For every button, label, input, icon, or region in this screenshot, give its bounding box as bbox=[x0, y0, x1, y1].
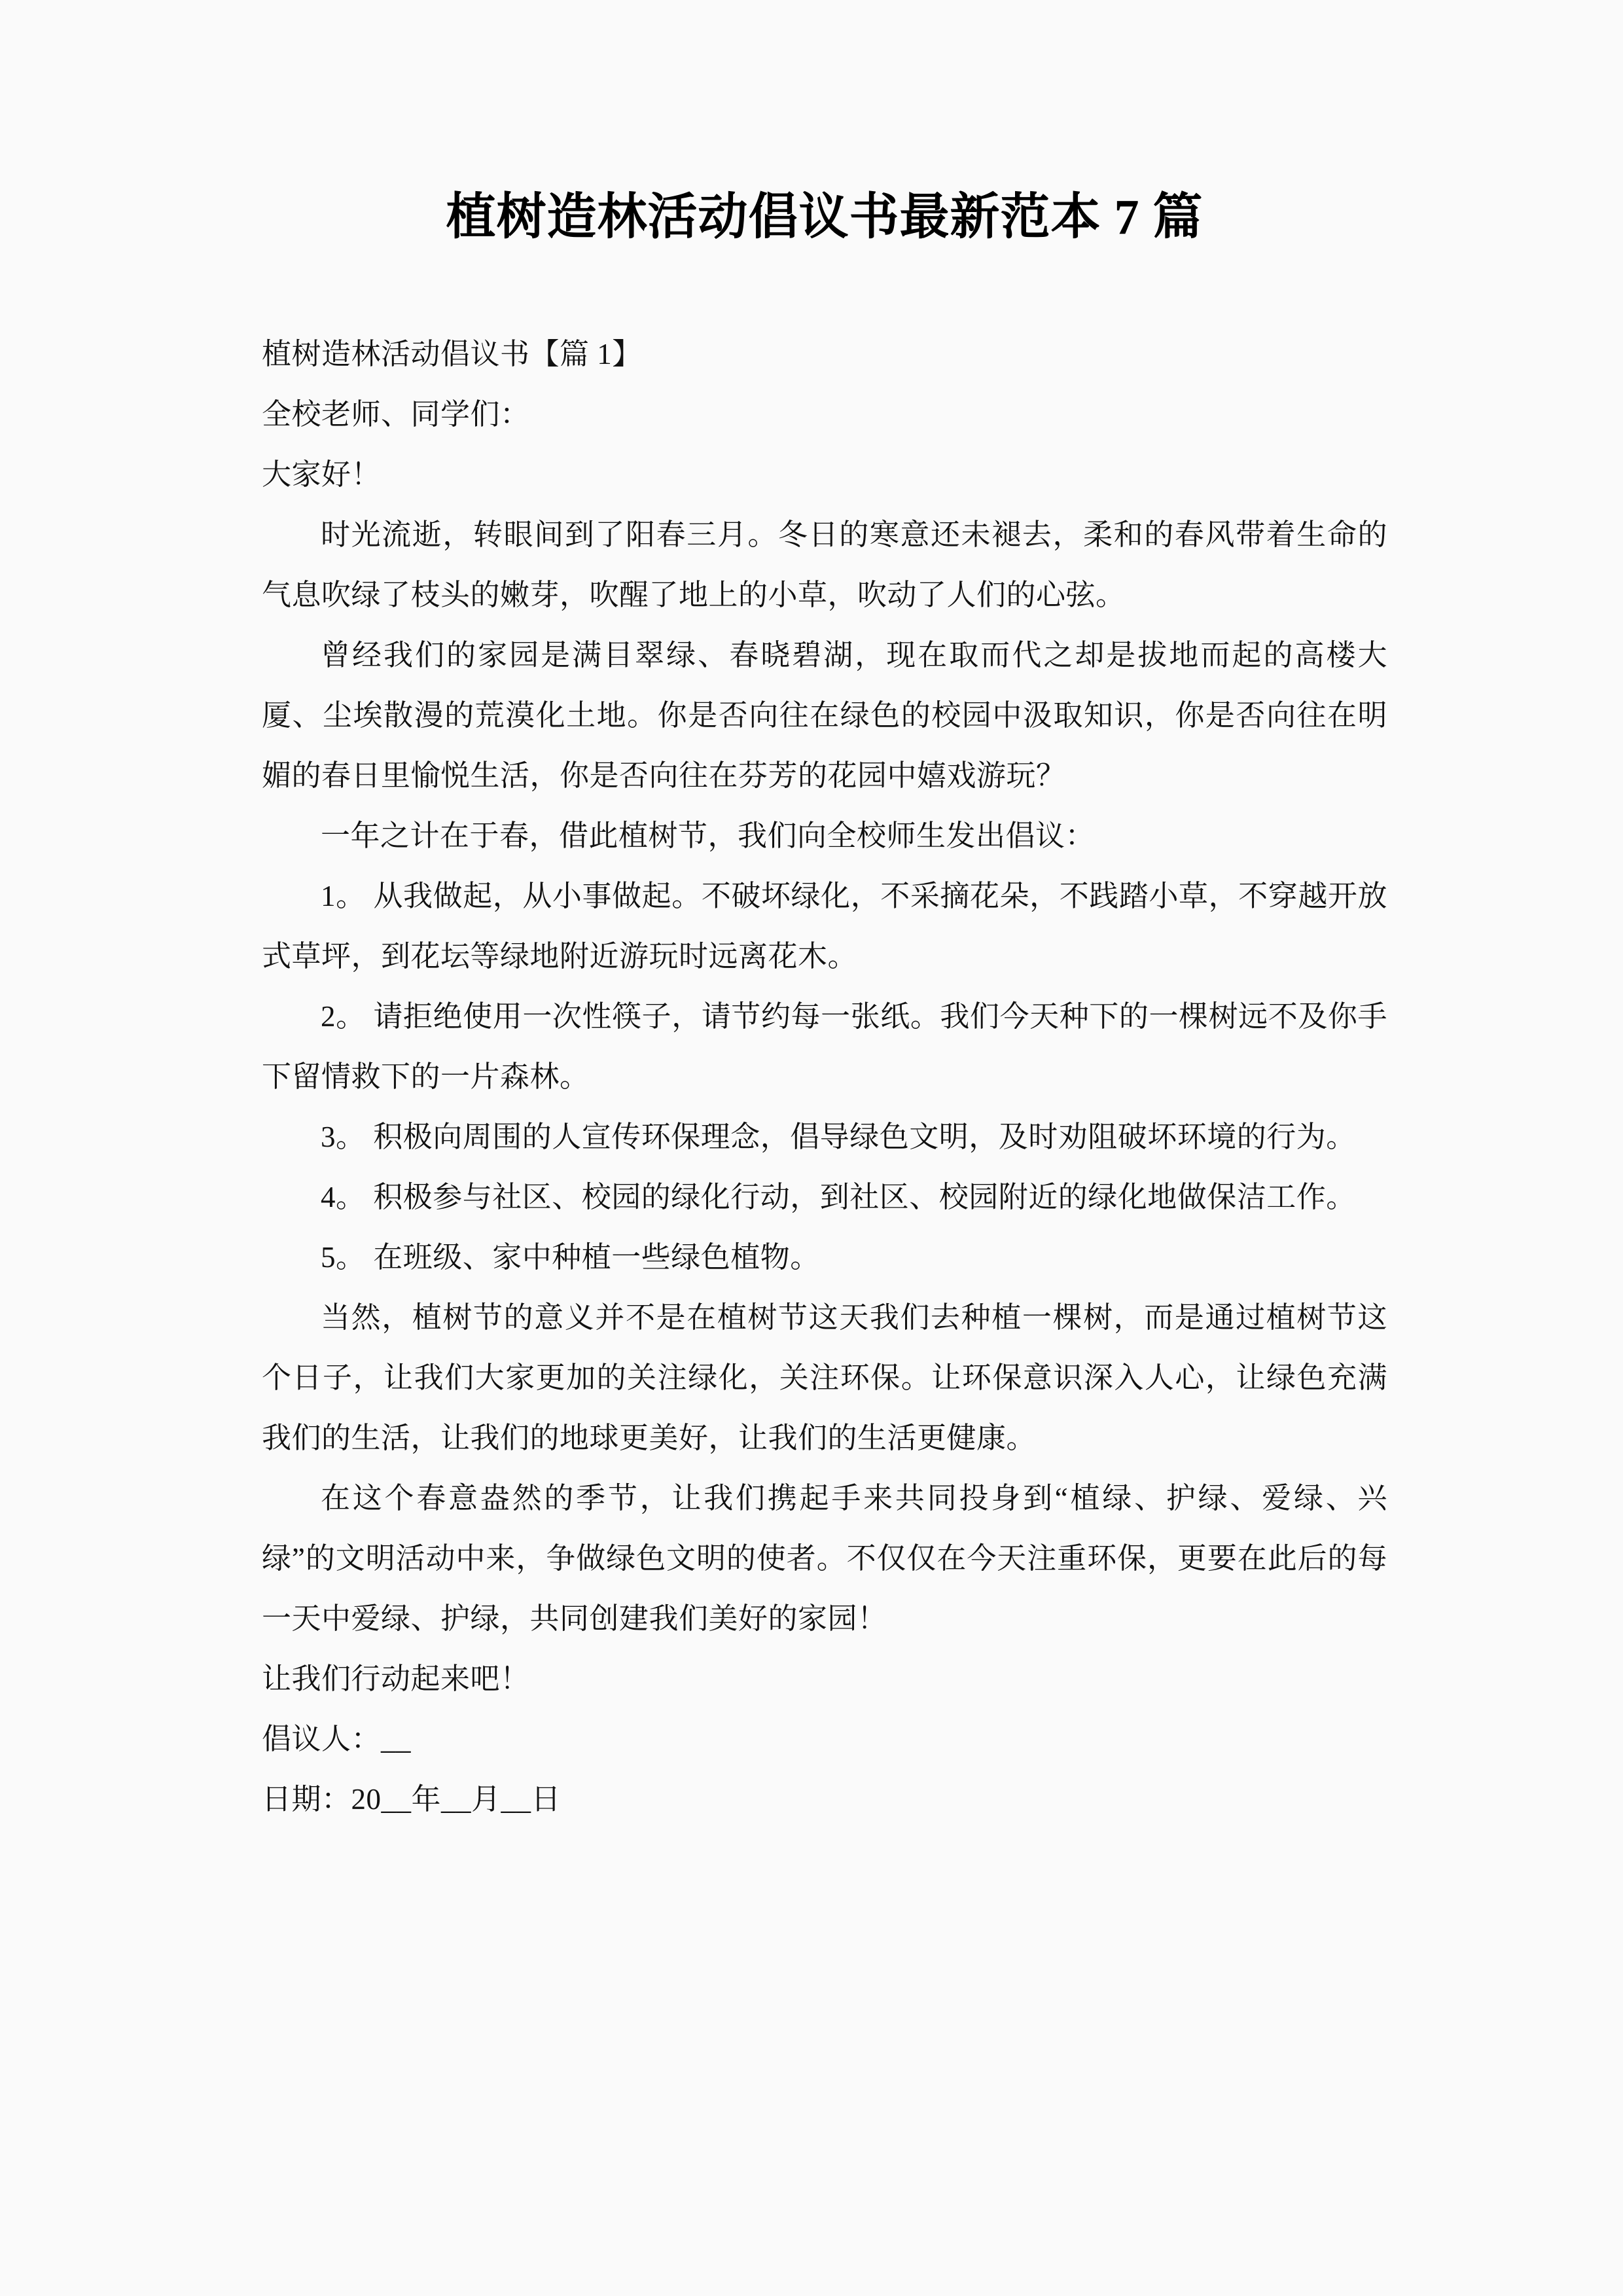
page-title: 植树造林活动倡议书最新范本 7 篇 bbox=[446, 190, 1204, 245]
proposal-item: 3。 积极向周围的人宣传环保理念，倡导绿色文明，及时劝阻破坏环境的行为。 bbox=[321, 1121, 1356, 1153]
proposal-item: 5。 在班级、家中种植一些绿色植物。 bbox=[321, 1241, 820, 1274]
proposal-item: 2。 请拒绝使用一次性筷子，请节约每一张纸。我们今天种下的一棵树远不及你手下留情救下的一片森林。 bbox=[262, 1000, 1387, 1093]
signature-date: 日期：20__年__月__日 bbox=[262, 1783, 562, 1816]
proposal-item: 1。 从我做起，从小事做起。不破坏绿化，不采摘花朵，不践踏小草，不穿越开放式草坪，到花坛等绿地附近游玩时远离花木。 bbox=[262, 880, 1387, 973]
paragraph: 当然，植树节的意义并不是在植树节这天我们去种植一棵树，而是通过植树节这个日子，让我们大家更加的关注绿化，关注环保。让环保意识深入人心，让绿色充满我们的生活，让我们的地球更美好，让我们的生活更健康。 bbox=[262, 1301, 1387, 1454]
paragraph: 在这个春意盎然的季节，让我们携起手来共同投身到“植绿、护绿、爱绿、兴绿”的文明活动中来，争做绿色文明的使者。不仅仅在今天注重环保，更要在此后的每一天中爱绿、护绿，共同创建我们美好的家园！ bbox=[262, 1482, 1387, 1635]
document-content bbox=[262, 0, 1387, 1829]
signature-proposer: 倡议人：__ bbox=[262, 1723, 412, 1755]
paragraph: 曾经我们的家园是满目翠绿、春晓碧湖，现在取而代之却是拔地而起的高楼大厦、尘埃散漫的荒漠化土地。你是否向往在绿色的校园中汲取知识，你是否向往在明媚的春日里愉悦生活，你是否向往在芬芳的花园中嬉戏游玩？ bbox=[262, 639, 1387, 792]
paragraph: 一年之计在于春，借此植树节，我们向全校师生发出倡议： bbox=[321, 819, 1096, 852]
section-heading: 植树造林活动倡议书【篇 1】 bbox=[262, 338, 642, 370]
greeting: 大家好！ bbox=[262, 458, 382, 491]
salutation: 全校老师、同学们： bbox=[262, 398, 530, 431]
call-to-action: 让我们行动起来吧！ bbox=[262, 1662, 530, 1695]
proposal-item: 4。 积极参与社区、校园的绿化行动，到社区、校园附近的绿化地做保洁工作。 bbox=[321, 1181, 1356, 1213]
document-body bbox=[262, 249, 1387, 1829]
paragraph: 时光流逝，转眼间到了阳春三月。冬日的寒意还未褪去，柔和的春风带着生命的气息吹绿了枝头的嫩芽，吹醒了地上的小草，吹动了人们的心弦。 bbox=[262, 518, 1387, 611]
